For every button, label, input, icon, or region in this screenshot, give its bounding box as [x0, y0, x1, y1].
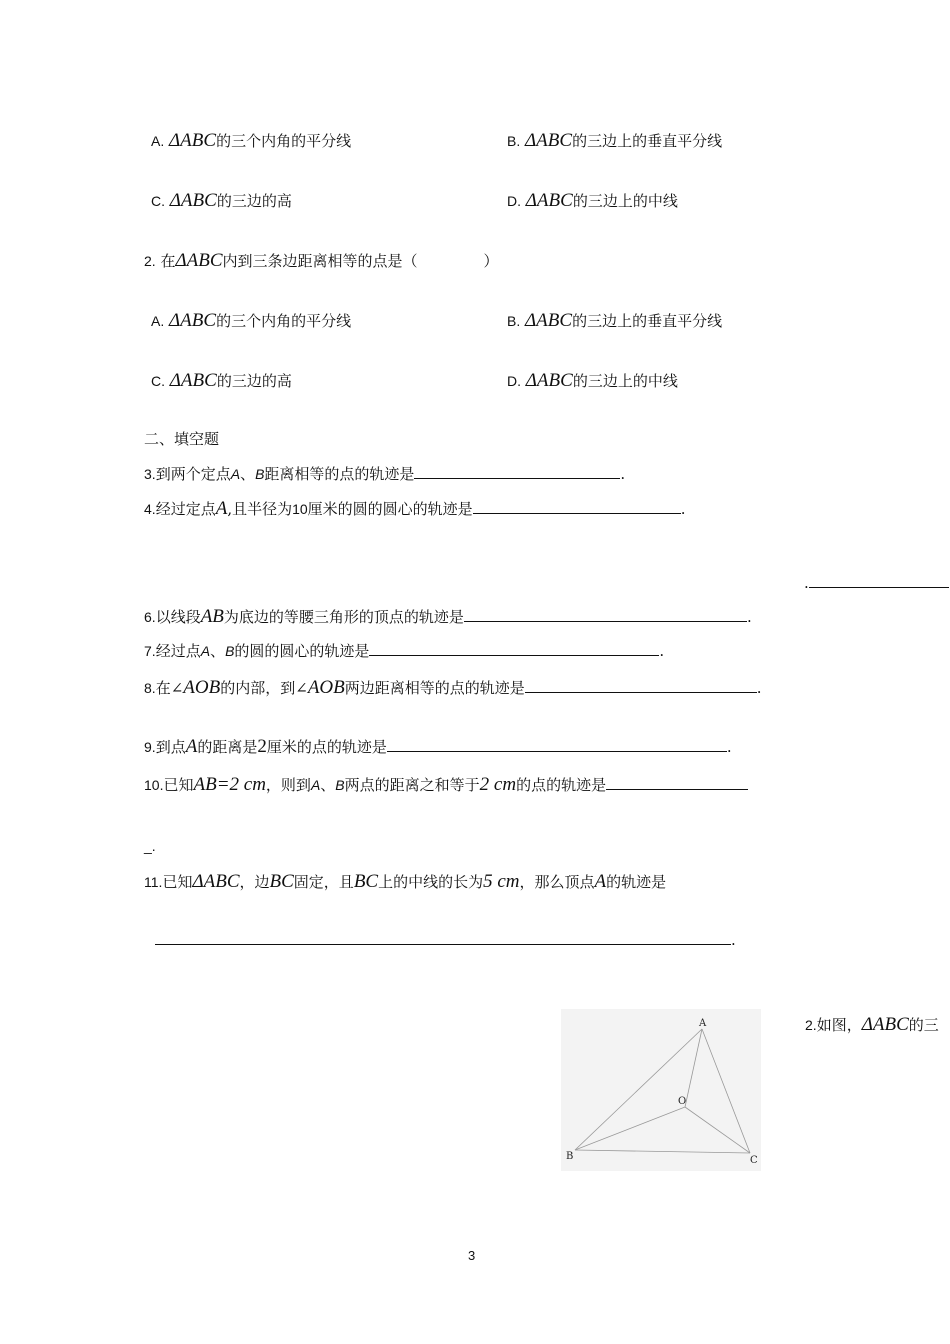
q1-option-c: C. ΔABC的三边的高 — [151, 190, 292, 211]
q8: 8.在∠AOB的内部，到∠AOB两边距离相等的点的轨迹是 . — [144, 677, 762, 698]
q4-answer-blank[interactable] — [473, 499, 681, 514]
vertex-label-c: C — [750, 1155, 758, 1166]
section-heading-fill-in: 二、填空题 — [144, 430, 220, 448]
q6: 6.以线段AB为底边的等腰三角形的顶点的轨迹是 . — [144, 606, 752, 627]
q7-answer-blank[interactable] — [369, 641, 659, 656]
q2-option-b: B. ΔABC的三边上的垂直平分线 — [507, 310, 723, 331]
q1-option-b: B. ΔABC的三边上的垂直平分线 — [507, 130, 723, 151]
q1-option-a: A. ΔABC的三个内角的平分线 — [151, 130, 352, 151]
page-number: 3 — [468, 1248, 476, 1263]
q9: 9.到点A的距离是2厘米的点的轨迹是 . — [144, 736, 732, 757]
q3-answer-blank[interactable] — [414, 464, 620, 479]
q10-answer-blank[interactable] — [606, 775, 748, 790]
q3: 3.到两个定点A、B距离相等的点的轨迹是 . — [144, 465, 626, 483]
q10: 10.已知AB=2 cm，则到A、B两点的距离之和等于2 cm的点的轨迹是 — [144, 775, 748, 795]
q5-answer-blank[interactable] — [809, 573, 949, 588]
q1-option-d: D. ΔABC的三边上的中线 — [507, 190, 678, 211]
q4: 4.经过定点A,且半径为10厘米的圆的圆心的轨迹是 . — [144, 498, 686, 519]
triangle-diagram — [561, 1009, 761, 1171]
q2-option-c: C. ΔABC的三边的高 — [151, 370, 292, 391]
vertex-label-a: A — [699, 1018, 707, 1029]
q2-option-d: D. ΔABC的三边上的中线 — [507, 370, 678, 391]
q9-answer-blank[interactable] — [387, 737, 727, 752]
q2-stem: 2. 在ΔABC内到三条边距离相等的点是（ ） — [144, 250, 499, 271]
q8-answer-blank[interactable] — [525, 678, 757, 693]
segment-ao — [685, 1029, 702, 1107]
point-label-o: O — [678, 1096, 687, 1107]
q11: 11.已知ΔABC，边BC固定，且BC上的中线的长为5 cm，那么顶点A的轨迹是 — [144, 871, 667, 892]
q7: 7.经过点A、B的圆的圆心的轨迹是 . — [144, 642, 665, 660]
q2-option-a: A. ΔABC的三个内角的平分线 — [151, 310, 352, 331]
segment-bo — [575, 1107, 685, 1150]
q10-continuation: _. — [144, 838, 156, 854]
vertex-label-b: B — [566, 1151, 574, 1162]
edge-ac — [702, 1029, 750, 1153]
q12-fragment: 2.如图，ΔABC的三 — [805, 1014, 939, 1035]
edge-bc — [575, 1150, 750, 1153]
triangle-figure — [561, 1009, 761, 1171]
segment-co — [685, 1107, 750, 1153]
q6-answer-blank[interactable] — [464, 607, 747, 622]
q11-answer-line: . — [155, 930, 736, 950]
q11-answer-blank[interactable] — [155, 930, 731, 945]
edge-ab — [575, 1029, 702, 1150]
q5-fragment: . — [804, 573, 949, 593]
